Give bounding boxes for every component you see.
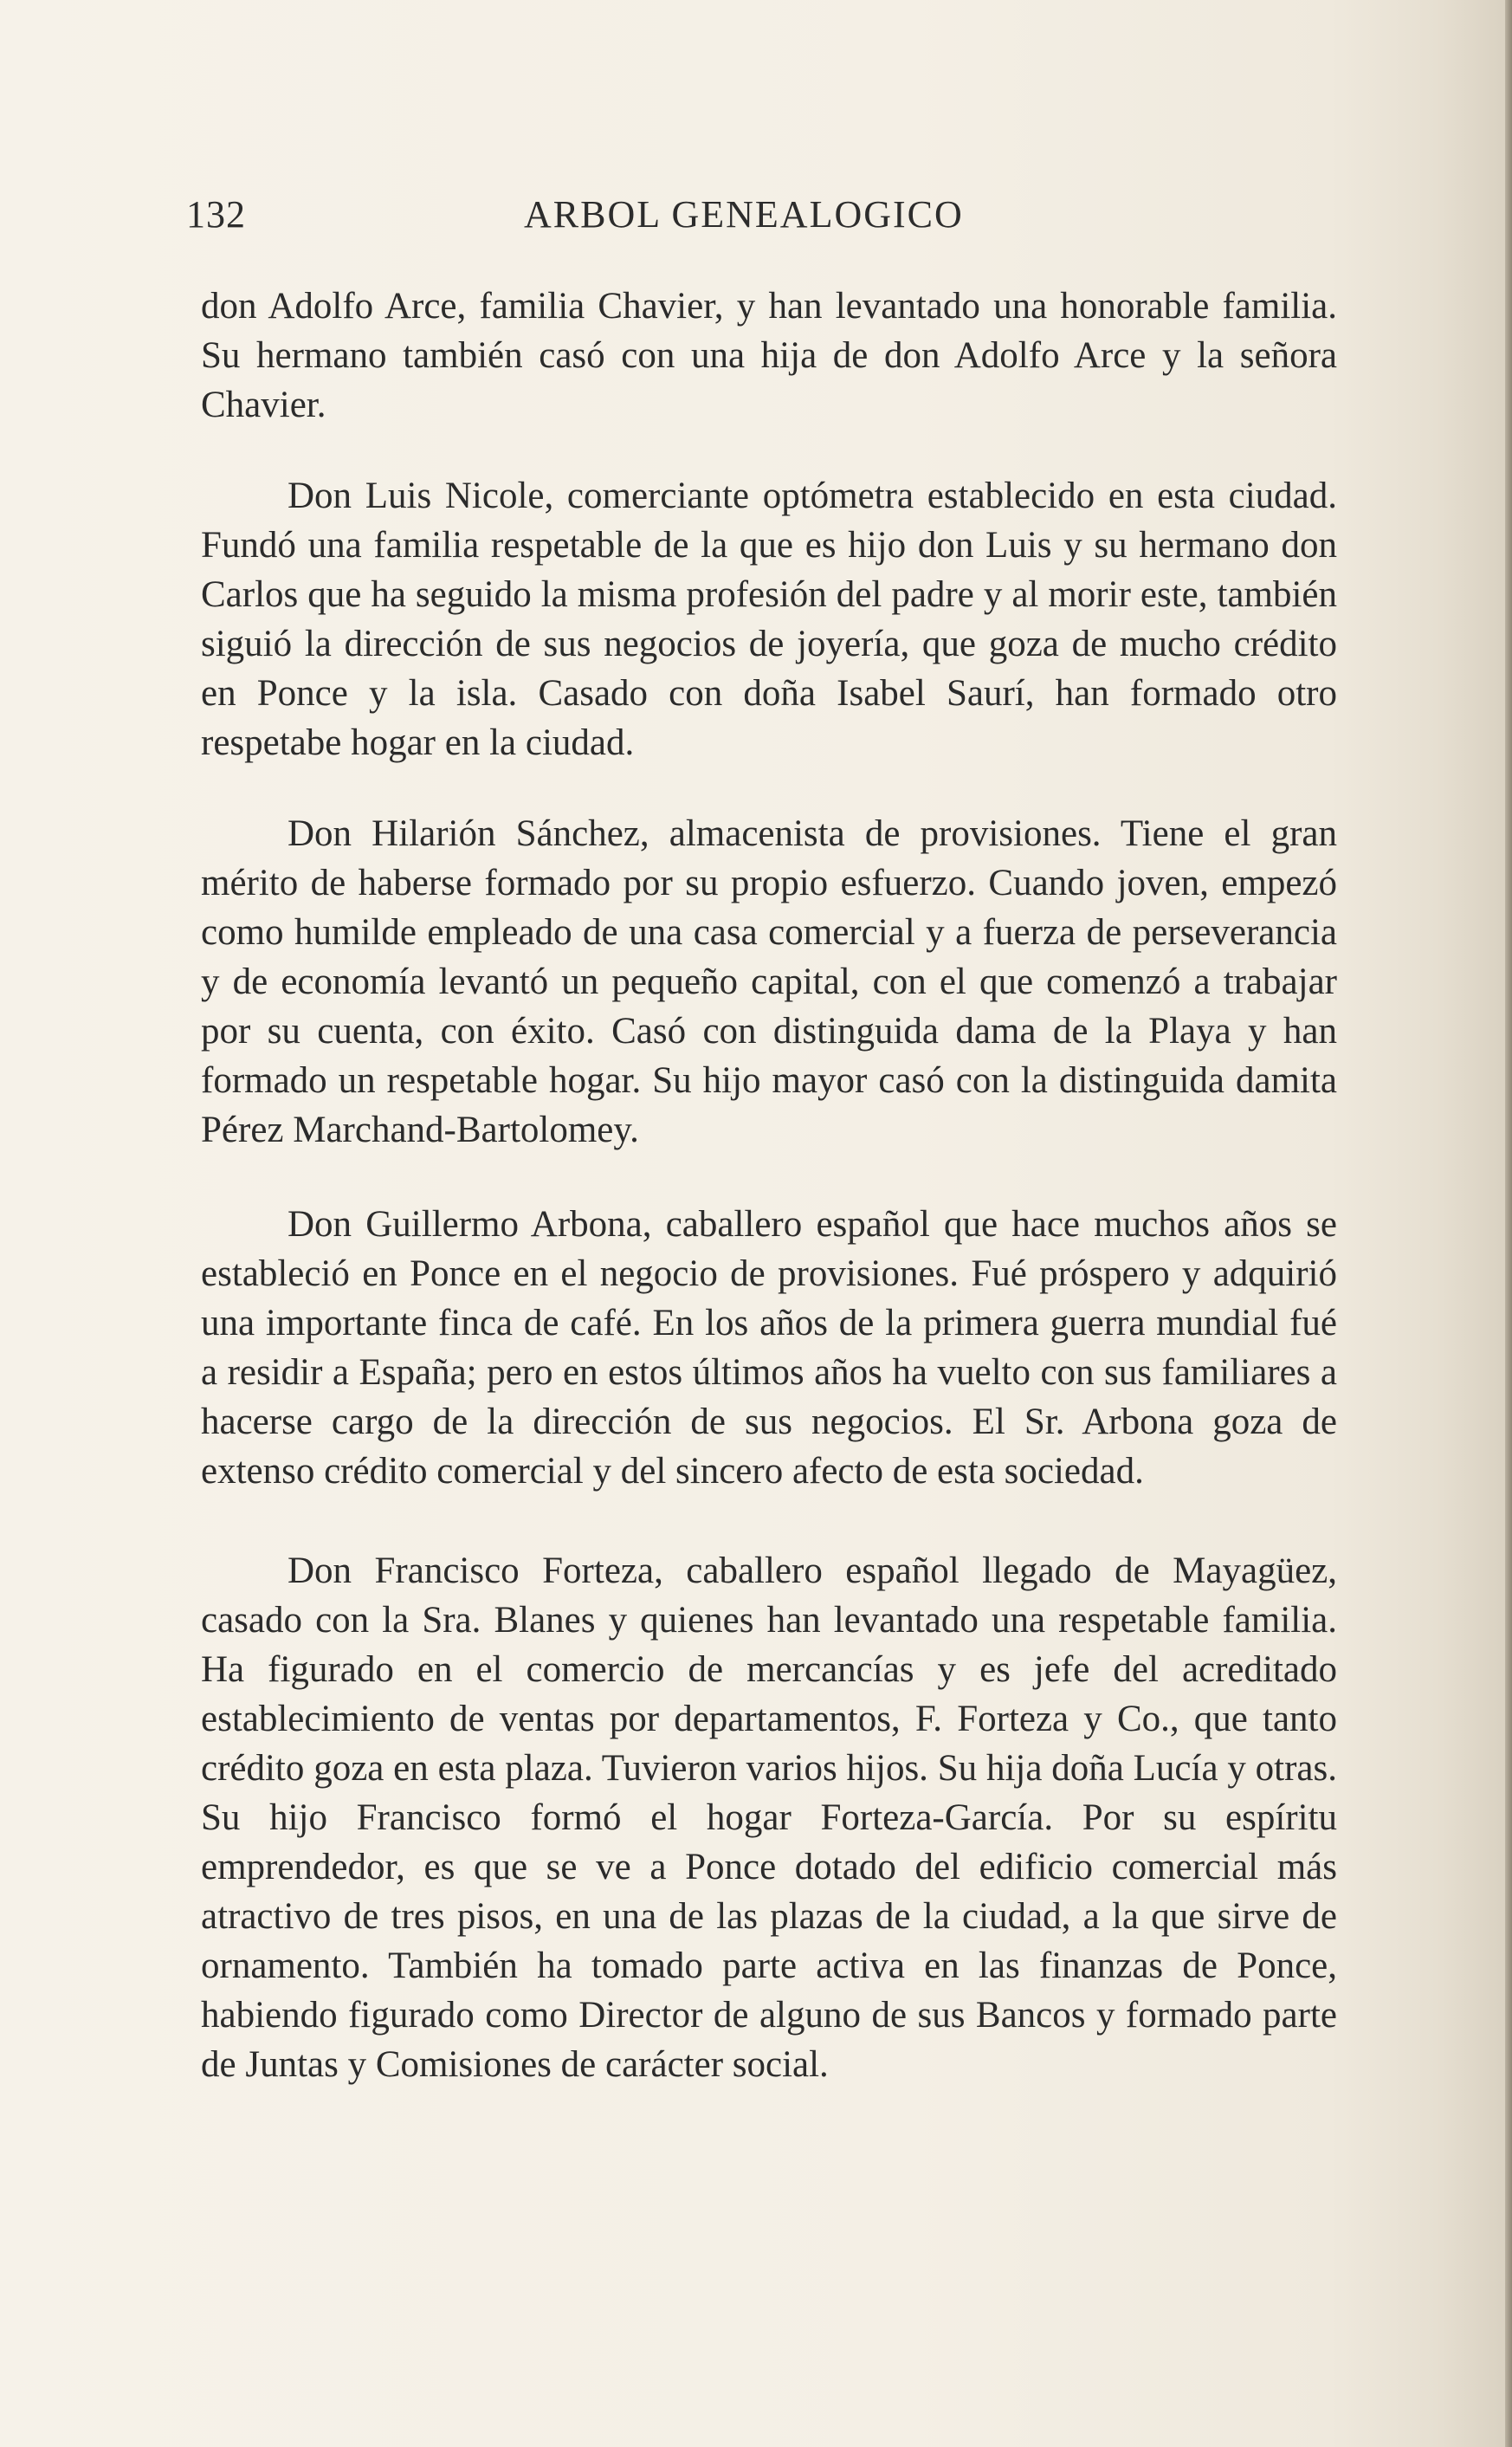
- page-number: 132: [186, 193, 246, 236]
- paragraph-luis-nicole: Don Luis Nicole, comerciante optómetra establecido en esta ciudad. Fundó una familia respetable de la que es hijo don Luis y su hermano don Carlos que ha seguido la misma profesión del padre y al morir este, también siguió la dirección de sus negocios de joyería, que goza de mucho crédito en Ponce y la isla. Casado con doña Isabel Saurí, han formado otro respetabe hogar en la ciudad.: [201, 476, 1337, 763]
- paragraph-continuation-arce: don Adolfo Arce, familia Chavier, y han levantado una honorable familia. Su hermano también casó con una hija de don Adolfo Arce y la señora Chavier.: [201, 286, 1337, 425]
- page-header: [186, 192, 1338, 248]
- page-edge-shadow: [1505, 0, 1512, 2447]
- body-text: [201, 282, 1337, 2089]
- paragraph-francisco-forteza: Don Francisco Forteza, caballero español llegado de Mayagüez, casado con la Sra. Blanes y quienes han levantado una respetable familia. Ha figurado en el comercio de mercancías y es jefe del acreditado establecimiento de ventas por departamentos, F. Forteza y Co., que tanto crédito goza en esta plaza. Tuvieron varios hijos. Su hija doña Lucía y otras. Su hijo Francisco formó el hogar Forteza-García. Por su espíritu emprendedor, es que se ve a Ponce dotado del edificio comercial más atractivo de tres pisos, en una de las plazas de la ciudad, a la que sirve de ornamento. También ha tomado parte activa en las finanzas de Ponce, habiendo figurado como Director de alguno de sus Bancos y formado parte de Juntas y Comisiones de carácter social.: [201, 1550, 1337, 2085]
- paragraph-guillermo-arbona: Don Guillermo Arbona, caballero español que hace muchos años se estableció en Ponce en el negocio de provisiones. Fué próspero y adquirió una importante finca de café. En los años de la primera guerra mundial fué a residir a España; pero en estos últimos años ha vuelto con sus familiares a hacerse cargo de la dirección de sus negocios. El Sr. Arbona goza de extenso crédito comercial y del sincero afecto de esta sociedad.: [201, 1204, 1337, 1492]
- paragraph-hilarion-sanchez: Don Hilarión Sánchez, almacenista de provisiones. Tiene el gran mérito de haberse formado por su propio esfuerzo. Cuando joven, empezó como humilde empleado de una casa comercial y a fuerza de perseverancia y de economía levantó un pequeño capital, con el que comenzó a trabajar por su cuenta, con éxito. Casó con distinguida dama de la Playa y han formado un respetable hogar. Su hijo mayor casó con la distinguida damita Pérez Marchand-Bartolomey.: [201, 813, 1337, 1150]
- running-title: ARBOL GENEALOGICO: [524, 193, 964, 236]
